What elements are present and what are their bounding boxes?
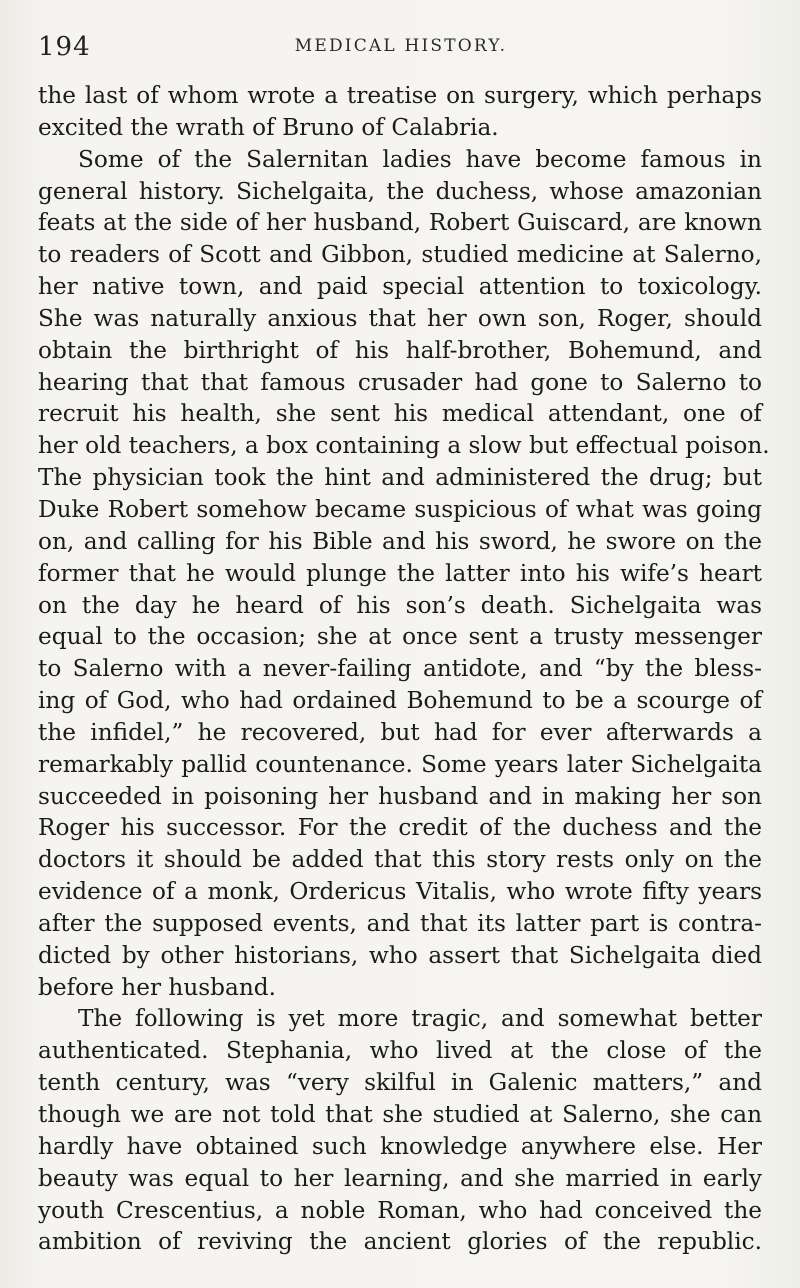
text-line: the infidel,” he recovered, but had for ever afterwards a (38, 718, 762, 746)
text-line: though we are not told that she studied at Salerno, she can (38, 1101, 762, 1128)
running-head (38, 28, 764, 68)
paragraph-start-line: The following is yet more tragic, and somewhat better (78, 1005, 762, 1033)
text-line: on the day he heard of his son’s death. Sichelgaita was (38, 591, 762, 619)
text-line: her native town, and paid special attention to toxicology. (38, 273, 762, 301)
text-line: Roger his successor. For the credit of the duchess and the (38, 814, 762, 842)
text-line: succeeded in poisoning her husband and in making her son (38, 782, 762, 810)
text-line: Duke Robert somehow became suspicious of what was going (38, 495, 762, 523)
text-line: evidence of a monk, Ordericus Vitalis, who wrote fifty years (38, 878, 762, 906)
text-line: hearing that that famous crusader had gone to Salerno to (38, 368, 762, 396)
text-line: after the supposed events, and that its latter part is contra- (38, 909, 762, 937)
text-line: dicted by other historians, who assert that Sichelgaita died (38, 941, 762, 969)
text-line: on, and calling for his Bible and his sword, he swore on the (38, 527, 762, 555)
text-line: beauty was equal to her learning, and she married in early (38, 1164, 762, 1192)
text-line: to readers of Scott and Gibbon, studied medicine at Salerno, (38, 241, 762, 269)
text-line: the last of whom wrote a treatise on surgery, which perhaps (38, 82, 762, 109)
text-line: The physician took the hint and administered the drug; but (38, 464, 762, 492)
text-line: feats at the side of her husband, Robert Guiscard, are known (38, 209, 762, 237)
text-line: ambition of reviving the ancient glories of the republic. (38, 1228, 762, 1256)
text-line: obtain the birthright of his half-brother, Bohemund, and (38, 336, 762, 364)
text-line: remarkably pallid countenance. Some years later Sichelgaita (38, 750, 762, 778)
text-line: equal to the occasion; she at once sent a trusty messenger (38, 623, 762, 651)
text-line: before her husband. (38, 973, 276, 1001)
text-line: recruit his health, she sent his medical attendant, one of (38, 400, 762, 428)
text-line: She was naturally anxious that her own son, Roger, should (38, 304, 762, 332)
text-line: to Salerno with a never-failing antidote, and “by the bless- (38, 655, 762, 683)
text-line: youth Crescentius, a noble Roman, who had conceived the (38, 1196, 762, 1224)
text-line: general history. Sichelgaita, the duchess, whose amazonian (38, 177, 762, 205)
text-line: tenth century, was “very skilful in Galenic matters,” and (38, 1069, 762, 1097)
body-text (38, 80, 770, 1258)
running-title: MEDICAL HISTORY. (294, 36, 508, 56)
text-line: hardly have obtained such knowledge anywhere else. Her (38, 1132, 762, 1160)
text-line: doctors it should be added that this story rests only on the (38, 846, 762, 874)
text-line: authenticated. Stephania, who lived at the close of the (38, 1037, 762, 1065)
text-line: excited the wrath of Bruno of Calabria. (38, 113, 499, 141)
text-line: ing of God, who had ordained Bohemund to be a scourge of (38, 687, 762, 715)
page-number: 194 (38, 32, 91, 62)
paragraph-start-line: Some of the Salernitan ladies have become famous in (78, 145, 762, 173)
text-line: former that he would plunge the latter into his wife’s heart (38, 559, 762, 587)
text-line: her old teachers, a box containing a slow but effectual poison. (38, 432, 770, 460)
